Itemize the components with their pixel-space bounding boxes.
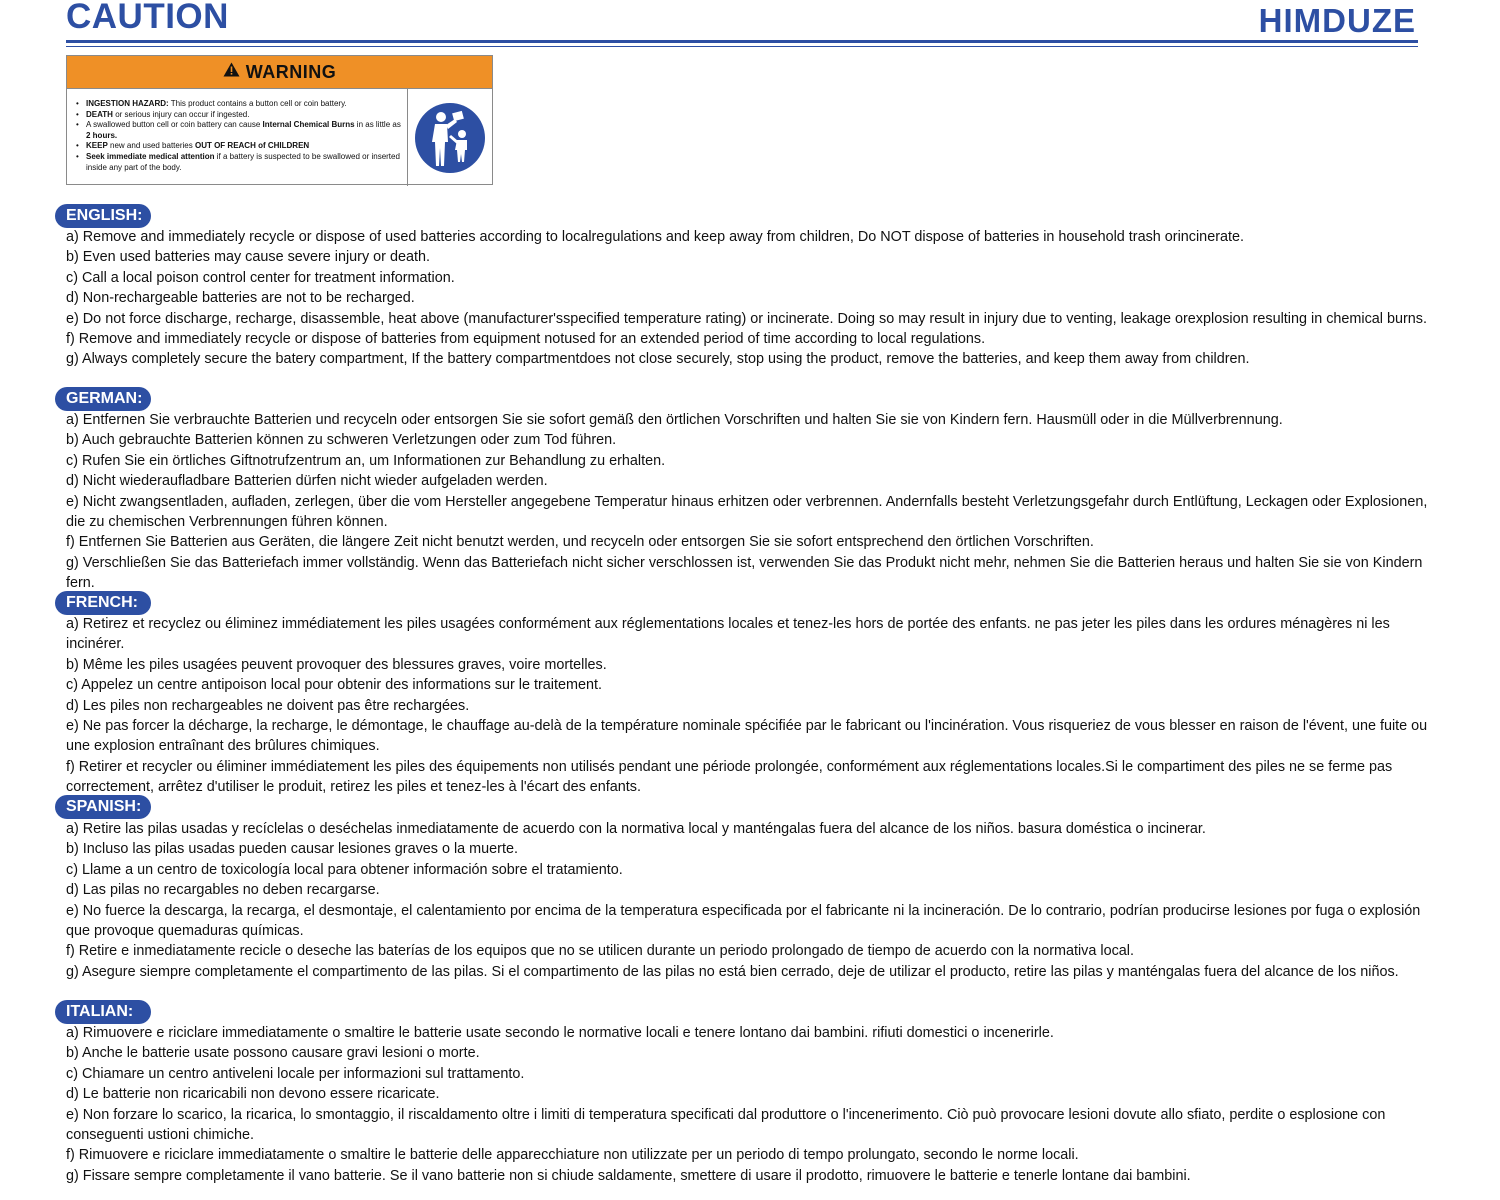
instruction-line: a) Entfernen Sie verbrauchte Batterien und recyceln oder entsorgen Sie sie sofort gemäß den örtlichen Vorschriften und halten Sie sie von Kindern fern. Hausmüll oder in die Müllverbrennung. xyxy=(66,412,1283,428)
instruction-line: d) Le batterie non ricaricabili non devono essere ricaricate. xyxy=(66,1086,440,1103)
instruction-line: b) Même les piles usagées peuvent provoquer des blessures graves, voire mortelles. xyxy=(66,656,607,673)
instruction-line: b) Auch gebrauchte Batterien können zu schweren Verletzungen oder zum Tod führen. xyxy=(66,432,617,449)
section-english xyxy=(66,227,1428,370)
instruction-line: c) Call a local poison control center for treatment information. xyxy=(66,269,455,286)
caution-title: CAUTION xyxy=(66,0,229,36)
instruction-line: g) Fissare sempre completamente il vano batterie. Se il vano batterie non si chiude saldamente, smettere di usare il prodotto, rimuovere le batterie e tenerle lontane dai bambini. xyxy=(66,1167,1191,1184)
instruction-line: c) Rufen Sie ein örtliches Giftnotrufzentrum an, um Informationen zur Behandlung zu erhalten. xyxy=(66,452,666,469)
warning-header xyxy=(67,56,492,89)
instruction-line: d) Nicht wiederaufladbare Batterien dürfen nicht wieder aufgeladen werden. xyxy=(66,473,548,490)
instruction-line: b) Incluso las pilas usadas pueden causar lesiones graves o la muerte. xyxy=(66,841,518,858)
instruction-line: c) Chiamare un centro antiveleni locale per informazioni sul trattamento. xyxy=(66,1065,525,1082)
section-italian xyxy=(66,1023,1428,1186)
instruction-line: f) Remove and immediately recycle or dispose of batteries from equipment notused for an extended period of time according to local regulations. xyxy=(66,331,986,348)
warning-item: • A swallowed button cell or coin battery can cause Internal Chemical Burns in as little as 2 hours. xyxy=(76,120,401,141)
section-tag-spanish: SPANISH: xyxy=(55,795,151,819)
instruction-line: c) Llame a un centro de toxicología local para obtener información sobre el tratamiento. xyxy=(66,861,623,878)
warning-item: • KEEP new and used batteries OUT OF REACH of CHILDREN xyxy=(76,141,401,152)
brand-logo: HIMDUZE xyxy=(1258,2,1416,39)
instruction-line: b) Even used batteries may cause severe injury or death. xyxy=(66,249,430,266)
header xyxy=(66,0,1418,50)
section-tag-english: ENGLISH: xyxy=(55,204,151,228)
header-rule-thick xyxy=(66,40,1418,43)
header-rule-thin xyxy=(66,46,1418,47)
keep-away-from-children-icon xyxy=(414,102,486,174)
warning-item: • INGESTION HAZARD: This product contains a button cell or coin battery. xyxy=(76,99,401,110)
section-spanish xyxy=(66,819,1428,982)
instruction-line: f) Retirer et recycler ou éliminer immédiatement les piles des équipements non utilisés pendant une période prolongée, conformément aux réglementations locales.Si le compartiment des piles ne se ferme pas correctement, arrêtez d'utiliser le produit, retirez les piles et tenez-les à l'écart des enfants. xyxy=(66,758,1393,796)
instruction-line: g) Asegure siempre completamente el compartimento de las pilas. Si el compartimento de las pilas no está bien cerrado, deje de utilizar el producto, retire las pilas y manténgalas fuera del alcance de los niños. xyxy=(66,963,1399,980)
instruction-line: c) Appelez un centre antipoison local pour obtenir des informations sur le traitement. xyxy=(66,677,602,694)
instruction-line: g) Always completely secure the batery compartment, If the battery compartmentdoes not close securely, stop using the product, remove the batteries, and keep them away from children. xyxy=(66,351,1250,368)
warning-item: • DEATH or serious injury can occur if ingested. xyxy=(76,110,401,121)
instruction-line: e) Nicht zwangsentladen, aufladen, zerlegen, über die vom Hersteller angegebene Temperatur hinaus erhitzen oder verbrennen. Andernfalls besteht Verletzungsgefahr durch Entlüftung, Leckagen oder Explosionen, die zu chemischen Verbrennungen führen können. xyxy=(66,493,1428,531)
section-french xyxy=(66,614,1428,798)
section-tag-german: GERMAN: xyxy=(55,387,151,411)
instruction-line: f) Rimuovere e riciclare immediatamente o smaltire le batterie delle apparecchiature non utilizzate per un periodo di tempo prolungato, secondo le norme locali. xyxy=(66,1147,1079,1164)
warning-heading: WARNING xyxy=(245,61,337,82)
instruction-line: a) Remove and immediately recycle or dispose of used batteries according to localregulations and keep away from children, Do NOT dispose of batteries in household trash orincinerate. xyxy=(66,229,1244,245)
instruction-line: f) Retire e inmediatamente recicle o deseche las baterías de los equipos que no se utilicen durante un periodo prolongado de tiempo de acuerdo con la normativa local. xyxy=(66,943,1134,960)
instruction-line: f) Entfernen Sie Batterien aus Geräten, die längere Zeit nicht benutzt werden, und recyceln oder entsorgen Sie sie sofort entsprechend den örtlichen Vorschriften. xyxy=(66,534,1094,551)
instruction-line: d) Las pilas no recargables no deben recargarse. xyxy=(66,882,380,899)
warning-body xyxy=(67,89,492,186)
instruction-line: g) Verschließen Sie das Batteriefach immer vollständig. Wenn das Batteriefach nicht sicher verschlossen ist, verwenden Sie das Produkt nicht mehr, nehmen Sie die Batterien heraus und halten Sie sie von Kindern fern. xyxy=(66,554,1423,592)
instruction-line: d) Non-rechargeable batteries are not to be recharged. xyxy=(66,290,415,307)
instruction-line: d) Les piles non rechargeables ne doivent pas être rechargées. xyxy=(66,697,470,714)
warning-triangle-icon xyxy=(223,62,240,82)
instruction-line: e) Non forzare lo scarico, la ricarica, lo smontaggio, il riscaldamento oltre i limiti di temperatura specificati dal produttore o l'incenerimento. Ciò può provocare lesioni dovute allo sfiato, perdite o esplosione con conseguenti ustioni chimiche. xyxy=(66,1106,1386,1144)
warning-label xyxy=(66,55,493,185)
section-tag-italian: ITALIAN: xyxy=(55,1000,151,1024)
warning-item: • Seek immediate medical attention if a battery is suspected to be swallowed or inserted inside any part of the body. xyxy=(76,152,401,173)
instruction-line: a) Retire las pilas usadas y recíclelas o deséchelas inmediatamente de acuerdo con la normativa local y manténgalas fuera del alcance de los niños. basura doméstica o incinerar. xyxy=(66,821,1206,837)
pictogram-cell xyxy=(408,89,492,186)
instruction-line: a) Retirez et recyclez ou éliminez immédiatement les piles usagées conformément aux réglementations locales et tenez-les hors de portée des enfants. ne pas jeter les piles dans les ordures ménagères ni les incinérer. xyxy=(66,616,1390,653)
instruction-line: e) Ne pas forcer la décharge, la recharge, le démontage, le chauffage au-delà de la température nominale spécifiée par le fabricant ou l'incinération. Vous risqueriez de vous blesser en raison de l'évent, une fuite ou une explosion entraînant des brûlures chimiques. xyxy=(66,718,1428,755)
instruction-line: e) No fuerce la descarga, la recarga, el desmontaje, el calentamiento por encima de la temperatura especificada por el fabricante ni la incineración. De lo contrario, podrían producirse lesiones por fuga o explosión que provoque quemaduras químicas. xyxy=(66,902,1421,940)
section-german xyxy=(66,410,1428,594)
instruction-line: e) Do not force discharge, recharge, disassemble, heat above (manufacturer'sspecified temperature rating) or incinerate. Doing so may result in injury due to venting, leakage orexplosion resulting in chemical burns. xyxy=(66,310,1427,327)
warning-list xyxy=(67,89,408,186)
instruction-line: b) Anche le batterie usate possono causare gravi lesioni o morte. xyxy=(66,1045,480,1062)
section-tag-french: FRENCH: xyxy=(55,591,151,615)
instruction-line: a) Rimuovere e riciclare immediatamente o smaltire le batterie usate secondo le normative locali e tenere lontano dai bambini. rifiuti domestici o incenerirle. xyxy=(66,1025,1054,1041)
